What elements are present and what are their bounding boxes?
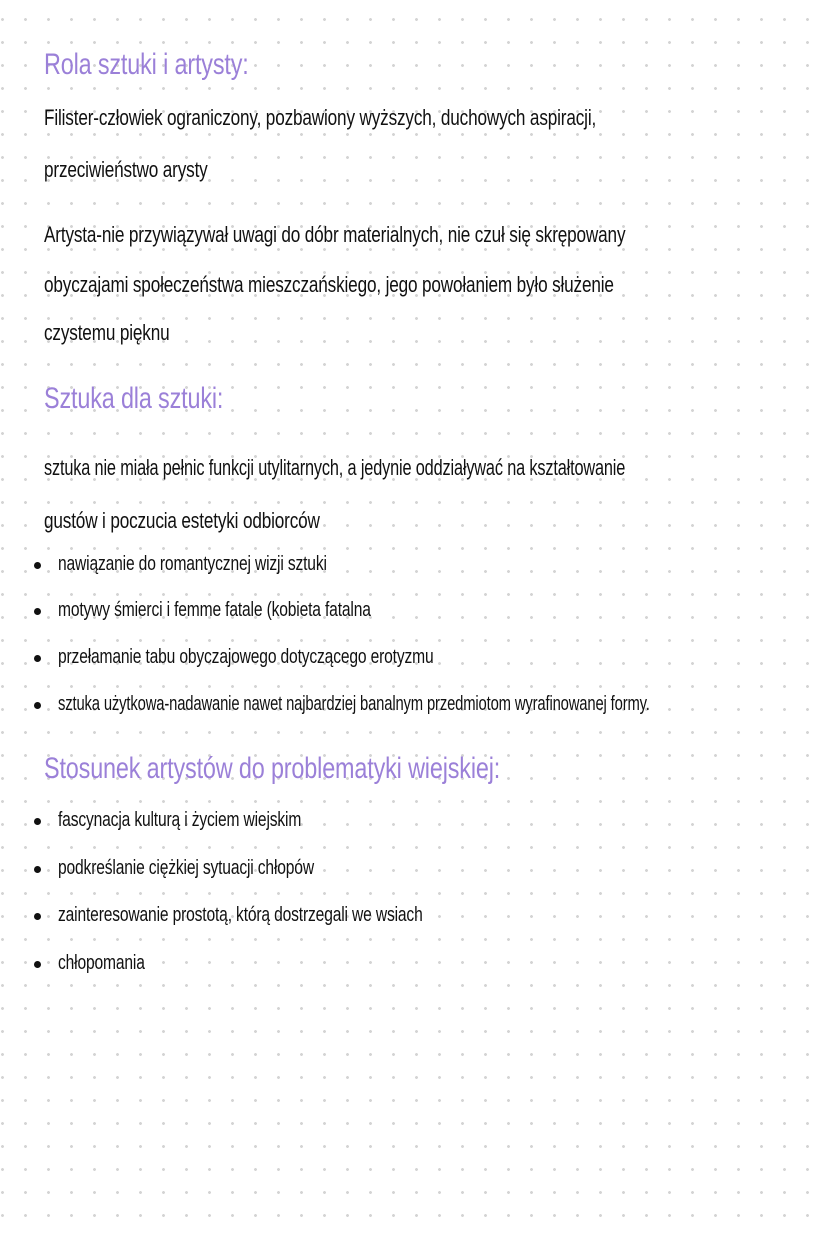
list-item: sztuka użytkowa-nadawanie nawet najbardziej banalnym przedmiotom wyrafinowanej formy. <box>58 693 650 715</box>
bullet-icon <box>34 818 41 825</box>
list-item: podkreślanie ciężkiej sytuacji chłopów <box>58 857 314 879</box>
bullet-icon <box>34 866 41 873</box>
bullet-icon <box>34 702 41 709</box>
paragraph-line: obyczajami społeczeństwa mieszczańskiego, jego powołaniem było służenie <box>44 272 614 297</box>
paragraph-line: czystemu pięknu <box>44 320 170 345</box>
bullet-icon <box>34 961 41 968</box>
list-item: zainteresowanie prostotą, którą dostrzegali we wsiach <box>58 904 423 926</box>
paragraph-line: sztuka nie miała pełnic funkcji utylitarnych, a jedynie oddziaływać na kształtowanie <box>44 455 626 480</box>
bullet-icon <box>34 913 41 920</box>
section-heading-stosunek-artystow: Stosunek artystów do problematyki wiejskiej: <box>44 752 501 785</box>
paragraph-line: Filister-człowiek ograniczony, pozbawiony wyższych, duchowych aspiracji, <box>44 105 597 130</box>
section-heading-sztuka-dla-sztuki: Sztuka dla sztuki: <box>44 382 224 415</box>
paragraph-line: gustów i poczucia estetyki odbiorców <box>44 508 320 533</box>
paragraph-line: Artysta-nie przywiązywał uwagi do dóbr materialnych, nie czuł się skrępowany <box>44 222 626 247</box>
bullet-icon <box>34 562 41 569</box>
list-item: przełamanie tabu obyczajowego dotyczącego erotyzmu <box>58 646 434 668</box>
section-heading-rola-sztuki: Rola sztuki i artysty: <box>44 48 249 81</box>
list-item: fascynacja kulturą i życiem wiejskim <box>58 809 302 831</box>
list-item: chłopomania <box>58 952 145 974</box>
bullet-icon <box>34 608 41 615</box>
bullet-icon <box>34 655 41 662</box>
list-item: motywy śmierci i femme fatale (kobieta fatalna <box>58 599 371 621</box>
paragraph-line: przeciwieństwo arysty <box>44 157 208 182</box>
list-item: nawiązanie do romantycznej wizji sztuki <box>58 553 327 575</box>
